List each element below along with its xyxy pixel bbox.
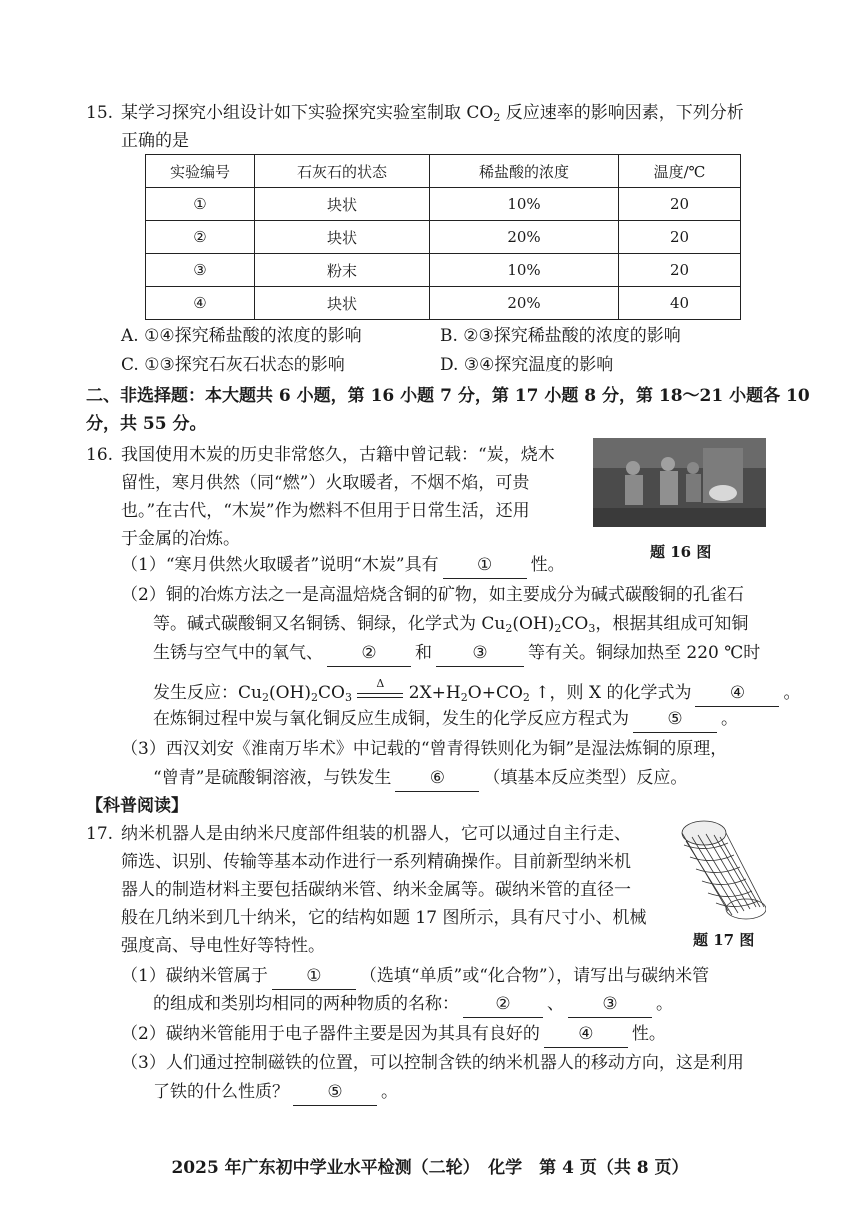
table-cell: 块状 — [255, 221, 430, 254]
table-cell: 粉末 — [255, 254, 430, 287]
subscript: 2 — [493, 111, 501, 124]
heating-arrow — [357, 677, 403, 698]
text: 了铁的什么性质？ — [153, 1082, 289, 1102]
text: 和 — [415, 643, 432, 663]
page-footer: 2025 年广东初中学业水平检测（二轮） 化学 第 4 页（共 8 页） — [171, 1158, 689, 1178]
table-cell: ④ — [146, 287, 255, 320]
section-2-heading: 二、非选择题：本大题共 6 小题，第 16 小题 7 分，第 17 小题 8 分，第 18～21 小题各 10 — [86, 386, 810, 406]
table-row — [146, 221, 741, 254]
table-row — [146, 188, 741, 221]
q17-part-3-line1: （3）人们通过控制磁铁的位置，可以控制含铁的纳米机器人的移动方向，这是利用 — [121, 1053, 744, 1073]
question-15-stem-line1 — [121, 100, 744, 131]
nanotube-icon — [676, 815, 766, 925]
q17-intro-line: 般在几纳米到几十纳米，它的结构如题 17 图所示，具有尺寸小、机械 — [121, 908, 647, 928]
text: 。 — [721, 709, 738, 729]
text: （选填“单质”或“化合物”），请写出与碳纳米管 — [359, 966, 710, 986]
table-cell: 10% — [430, 188, 619, 221]
text: 。 — [783, 683, 801, 703]
table-header: 实验编号 — [146, 155, 255, 188]
answer-blank-1[interactable]: ① — [443, 552, 527, 579]
text: 。 — [656, 994, 673, 1014]
table-cell: 40 — [619, 287, 741, 320]
text: CO — [318, 683, 345, 703]
answer-blank-1[interactable]: ① — [272, 963, 356, 990]
question-15-number: 15. — [86, 103, 114, 123]
q17-intro-line: 纳米机器人是由纳米尺度部件组装的机器人，它可以通过自主行走、 — [121, 824, 631, 844]
option-c[interactable]: C. ①③探究石灰石状态的影响 — [121, 355, 345, 375]
text: （1）“寒月供然火取暖者”说明“木炭”具有 — [121, 555, 439, 575]
answer-blank-4[interactable]: ④ — [544, 1021, 628, 1048]
text: 性。 — [631, 1024, 666, 1044]
stem-text-end: 反应速率的影响因素，下列分析 — [500, 103, 744, 123]
table-row — [146, 287, 741, 320]
text: 发生反应：Cu — [153, 683, 262, 703]
q16-part-2-line3 — [153, 640, 760, 667]
delta-symbol: Δ — [376, 677, 385, 690]
text: (OH) — [512, 614, 555, 634]
science-reading-heading: 【科普阅读】 — [86, 796, 188, 816]
text: 等。碱式碳酸铜又名铜锈、铜绿，化学式为 Cu — [153, 614, 506, 634]
q16-intro-line: 也。”在古代，“木炭”作为燃料不但用于日常生活，还用 — [121, 501, 530, 521]
question-16-number: 16. — [86, 445, 114, 465]
table-row — [146, 254, 741, 287]
text: O+CO — [467, 683, 523, 703]
q16-intro-line: 于金属的冶炼。 — [121, 529, 240, 549]
table-cell: ① — [146, 188, 255, 221]
text: 的组成和类别均相同的两种物质的名称： — [153, 994, 459, 1014]
stem-text: 某学习探究小组设计如下实验探究实验室制取 CO — [121, 103, 494, 123]
q17-part-1-line1 — [121, 963, 709, 990]
figure-16-caption: 题 16 图 — [650, 543, 712, 561]
q17-part-2 — [121, 1021, 666, 1048]
q16-part-2-line2: 等。碱式碳酸铜又名铜锈、铜绿，化学式为 $Cu_2(OH)_2CO_3$，根据其组成可知铜 — [153, 614, 749, 635]
text: 2X+H — [408, 683, 461, 703]
smelting-scene-icon — [593, 438, 766, 527]
answer-blank-5[interactable]: ⑤ — [293, 1079, 377, 1106]
table-cell: 块状 — [255, 188, 430, 221]
text: (OH) — [268, 683, 311, 703]
table-cell: 20% — [430, 221, 619, 254]
question-15-stem-line2: 正确的是 — [121, 131, 189, 151]
q16-part-2-line4: 发生反应：$Cu_2(OH)_2CO_3$ Δ $2X+H_2O+CO_2$ ↑，则 X 的化学式为 ④ 。 — [153, 680, 800, 711]
q16-part-2-line5 — [153, 706, 738, 733]
option-b[interactable]: B. ②③探究稀盐酸的浓度的影响 — [440, 326, 681, 346]
text: 生锈与空气中的氧气、 — [153, 643, 323, 663]
option-d[interactable]: D. ③④探究温度的影响 — [440, 355, 614, 375]
text: “曾青”是硫酸铜溶液，与铁发生 — [153, 768, 392, 788]
answer-blank-6[interactable]: ⑥ — [395, 765, 479, 792]
figure-17-caption: 题 17 图 — [693, 931, 755, 949]
table-cell: 20 — [619, 221, 741, 254]
table-cell: ③ — [146, 254, 255, 287]
text: 等有关。铜绿加热至 220 ℃时 — [528, 643, 761, 663]
text: ↑，则 X 的化学式为 — [529, 683, 692, 703]
table-header: 石灰石的状态 — [255, 155, 430, 188]
text: （填基本反应类型）反应。 — [483, 768, 688, 788]
q16-intro-line: 我国使用木炭的历史非常悠久，古籍中曾记载：“炭，烧木 — [121, 445, 555, 465]
table-header: 稀盐酸的浓度 — [430, 155, 619, 188]
q16-part-1 — [121, 552, 565, 579]
table-cell: 20 — [619, 188, 741, 221]
text: 。 — [381, 1082, 398, 1102]
experiment-table — [145, 154, 741, 320]
q17-part-3-line2 — [153, 1079, 398, 1106]
q16-part-2-line1: （2）铜的冶炼方法之一是高温焙烧含铜的矿物，如主要成分为碱式碳酸铜的孔雀石 — [121, 585, 744, 605]
table-cell: 块状 — [255, 287, 430, 320]
answer-blank-4[interactable]: ④ — [695, 680, 779, 707]
text: 在炼铜过程中炭与氧化铜反应生成铜，发生的化学反应方程式为 — [153, 709, 629, 729]
answer-blank-2[interactable]: ② — [463, 991, 543, 1018]
q17-part-1-line2 — [153, 991, 673, 1018]
answer-blank-3[interactable]: ③ — [436, 640, 524, 667]
table-header-row — [146, 155, 741, 188]
text: 、 — [547, 994, 564, 1014]
q16-intro-line: 留性，寒月供然（同“燃”）火取暖者，不烟不焰，可贵 — [121, 473, 530, 493]
text: ，根据其组成可知铜 — [595, 614, 749, 634]
question-17-number: 17. — [86, 824, 114, 844]
table-header: 温度/℃ — [619, 155, 741, 188]
option-a[interactable]: A. ①④探究稀盐酸的浓度的影响 — [121, 326, 362, 346]
q17-intro-line: 筛选、识别、传输等基本动作进行一系列精确操作。目前新型纳米机 — [121, 852, 631, 872]
answer-blank-3[interactable]: ③ — [568, 991, 652, 1018]
q16-part-3-line1: （3）西汉刘安《淮南万毕术》中记载的“曾青得铁则化为铜”是湿法炼铜的原理， — [121, 739, 728, 759]
table-cell: ② — [146, 221, 255, 254]
text: 性。 — [530, 555, 565, 575]
carbon-nanotube-figure — [676, 815, 766, 925]
table-cell: 20% — [430, 287, 619, 320]
text: （1）碳纳米管属于 — [121, 966, 268, 986]
q17-intro-line: 强度高、导电性好等特性。 — [121, 936, 325, 956]
answer-blank-2[interactable]: ② — [327, 640, 411, 667]
q17-intro-line: 器人的制造材料主要包括碳纳米管、纳米金属等。碳纳米管的直径一 — [121, 880, 631, 900]
answer-blank-5[interactable]: ⑤ — [633, 706, 717, 733]
text: CO — [561, 614, 589, 634]
q16-part-3-line2 — [153, 765, 687, 792]
smelting-photo — [593, 438, 766, 527]
text: （2）碳纳米管能用于电子器件主要是因为其具有良好的 — [121, 1024, 540, 1044]
table-cell: 20 — [619, 254, 741, 287]
table-cell: 10% — [430, 254, 619, 287]
section-2-heading-line2: 分，共 55 分。 — [86, 414, 207, 434]
